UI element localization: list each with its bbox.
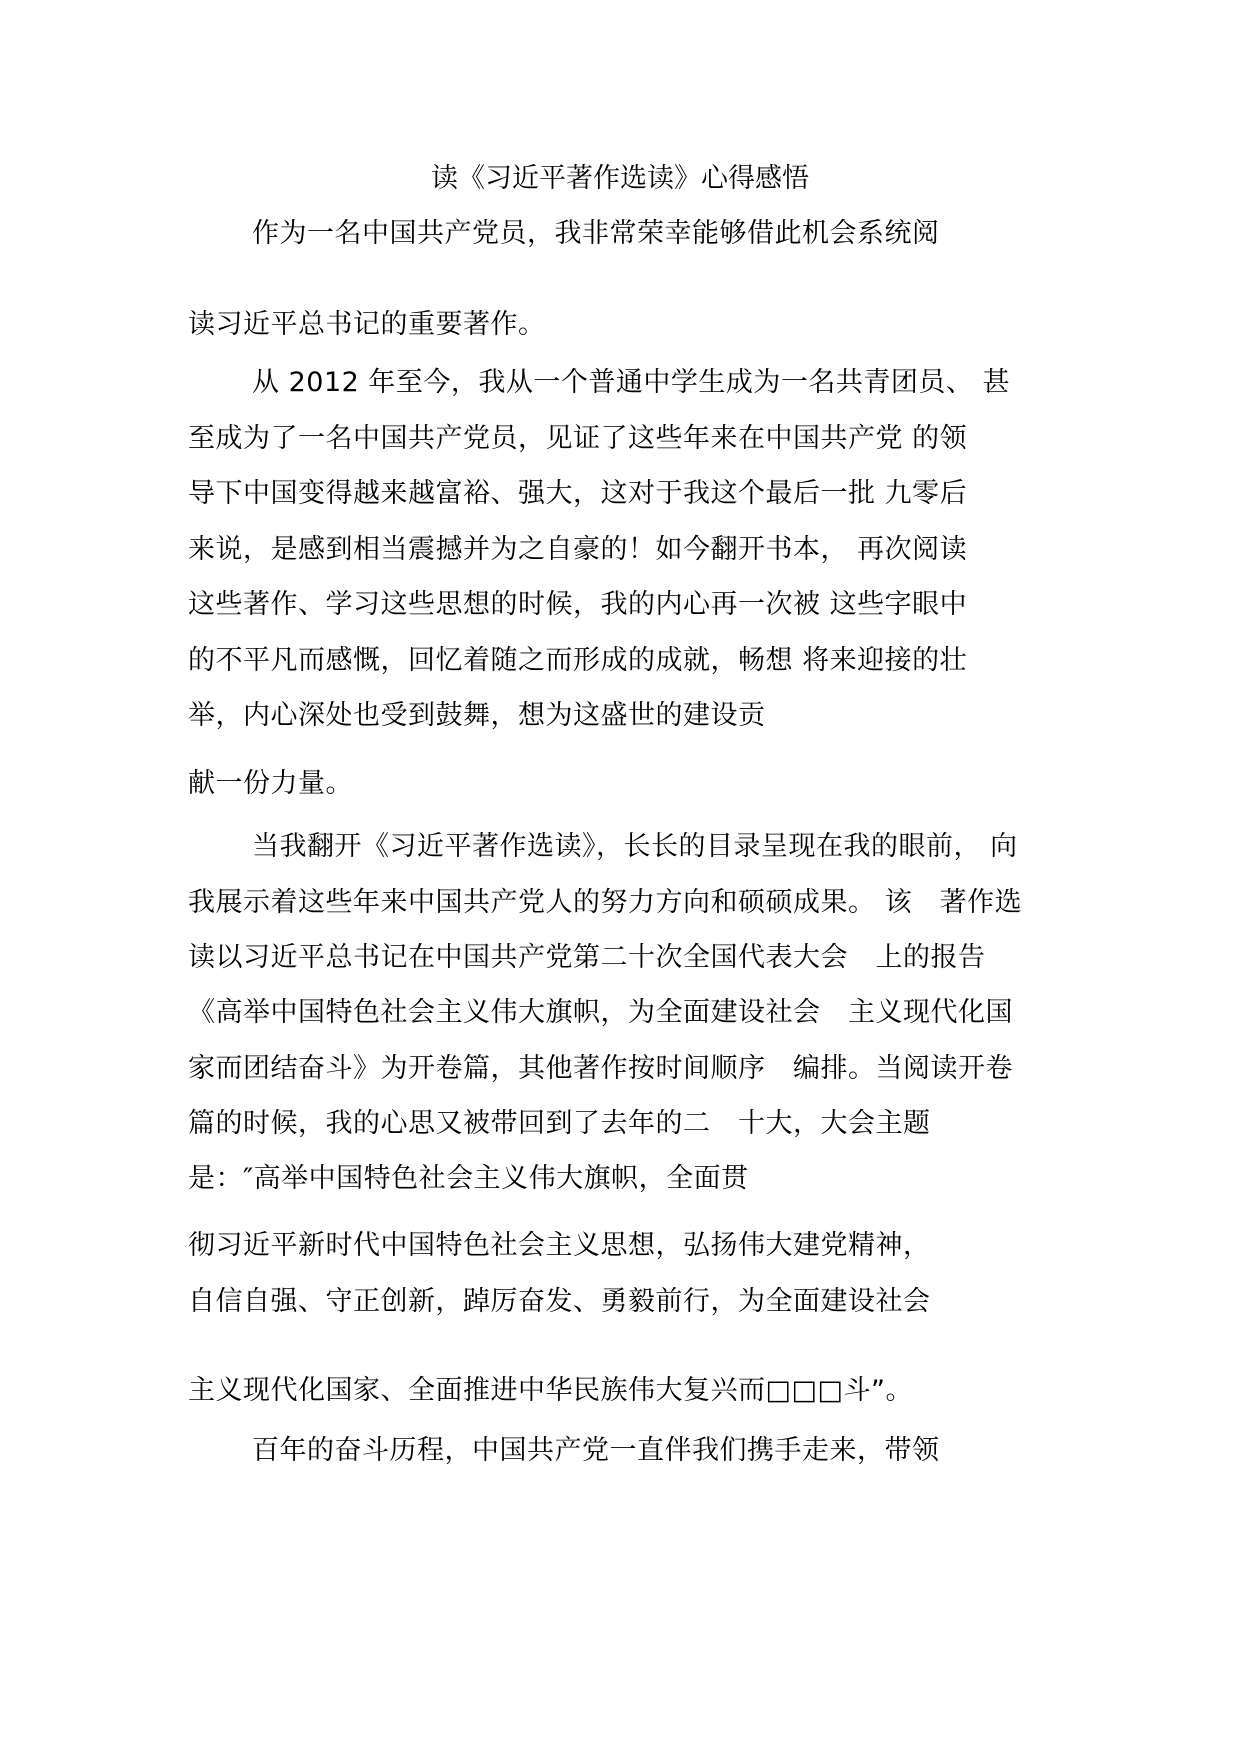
paragraph-line: 献一份力量。 bbox=[188, 768, 353, 799]
paragraph-line: 导下中国变得越来越富裕、强大，这对于我这个最后一批 九零后 bbox=[188, 478, 968, 509]
document-title: 读《习近平著作选读》心得感悟 bbox=[431, 163, 809, 194]
paragraph-line: 是：″高举中国特色社会主义伟大旗帜，全面贯 bbox=[188, 1163, 749, 1194]
paragraph-line: 至成为了一名中国共产党员，见证了这些年来在中国共产党 的领 bbox=[188, 423, 968, 454]
paragraph-line: 我展示着这些年来中国共产党人的努力方向和硕硕成果。 该 著作选 bbox=[188, 887, 1023, 918]
paragraph-line: 来说，是感到相当震撼并为之自豪的！如今翻开书本， 再次阅读 bbox=[188, 534, 968, 565]
paragraph-line: 读以习近平总书记在中国共产党第二十次全国代表大会 上的报告 bbox=[188, 942, 986, 973]
paragraph-line: 当我翻开《习近平著作选读》，长长的目录呈现在我的眼前， 向 bbox=[252, 831, 1018, 862]
paragraph-line: 自信自强、守正创新，踔厉奋发、勇毅前行，为全面建设社会 bbox=[188, 1286, 931, 1317]
paragraph-line: 的不平凡而感慨，回忆着随之而形成的成就，畅想 将来迎接的壮 bbox=[188, 645, 968, 676]
paragraph-line: 这些著作、学习这些思想的时候，我的内心再一次被 这些字眼中 bbox=[188, 589, 968, 620]
paragraph-line: 百年的奋斗历程，中国共产党一直伴我们携手走来，带领 bbox=[252, 1435, 940, 1466]
paragraph-line: 读习近平总书记的重要著作。 bbox=[188, 309, 546, 340]
paragraph-line: 从 2012 年至今，我从一个普通中学生成为一名共青团员、 甚 bbox=[252, 367, 1010, 398]
paragraph-line: 彻习近平新时代中国特色社会主义思想，弘扬伟大建党精神， bbox=[188, 1230, 931, 1261]
paragraph-line: 家而团结奋斗》为开卷篇，其他著作按时间顺序 编排。当阅读开卷 bbox=[188, 1053, 1013, 1084]
paragraph-line: 举，内心深处也受到鼓舞，想为这盛世的建设贡 bbox=[188, 700, 766, 731]
paragraph-line: 作为一名中国共产党员，我非常荣幸能够借此机会系统阅 bbox=[252, 218, 940, 249]
paragraph-line: 篇的时候，我的心思又被带回到了去年的二 十大，大会主题 bbox=[188, 1108, 931, 1139]
paragraph-line: 主义现代化国家、全面推进中华民族伟大复兴而□□□斗”。 bbox=[188, 1375, 914, 1406]
paragraph-line: 《高举中国特色社会主义伟大旗帜，为全面建设社会 主义现代化国 bbox=[188, 997, 1013, 1028]
